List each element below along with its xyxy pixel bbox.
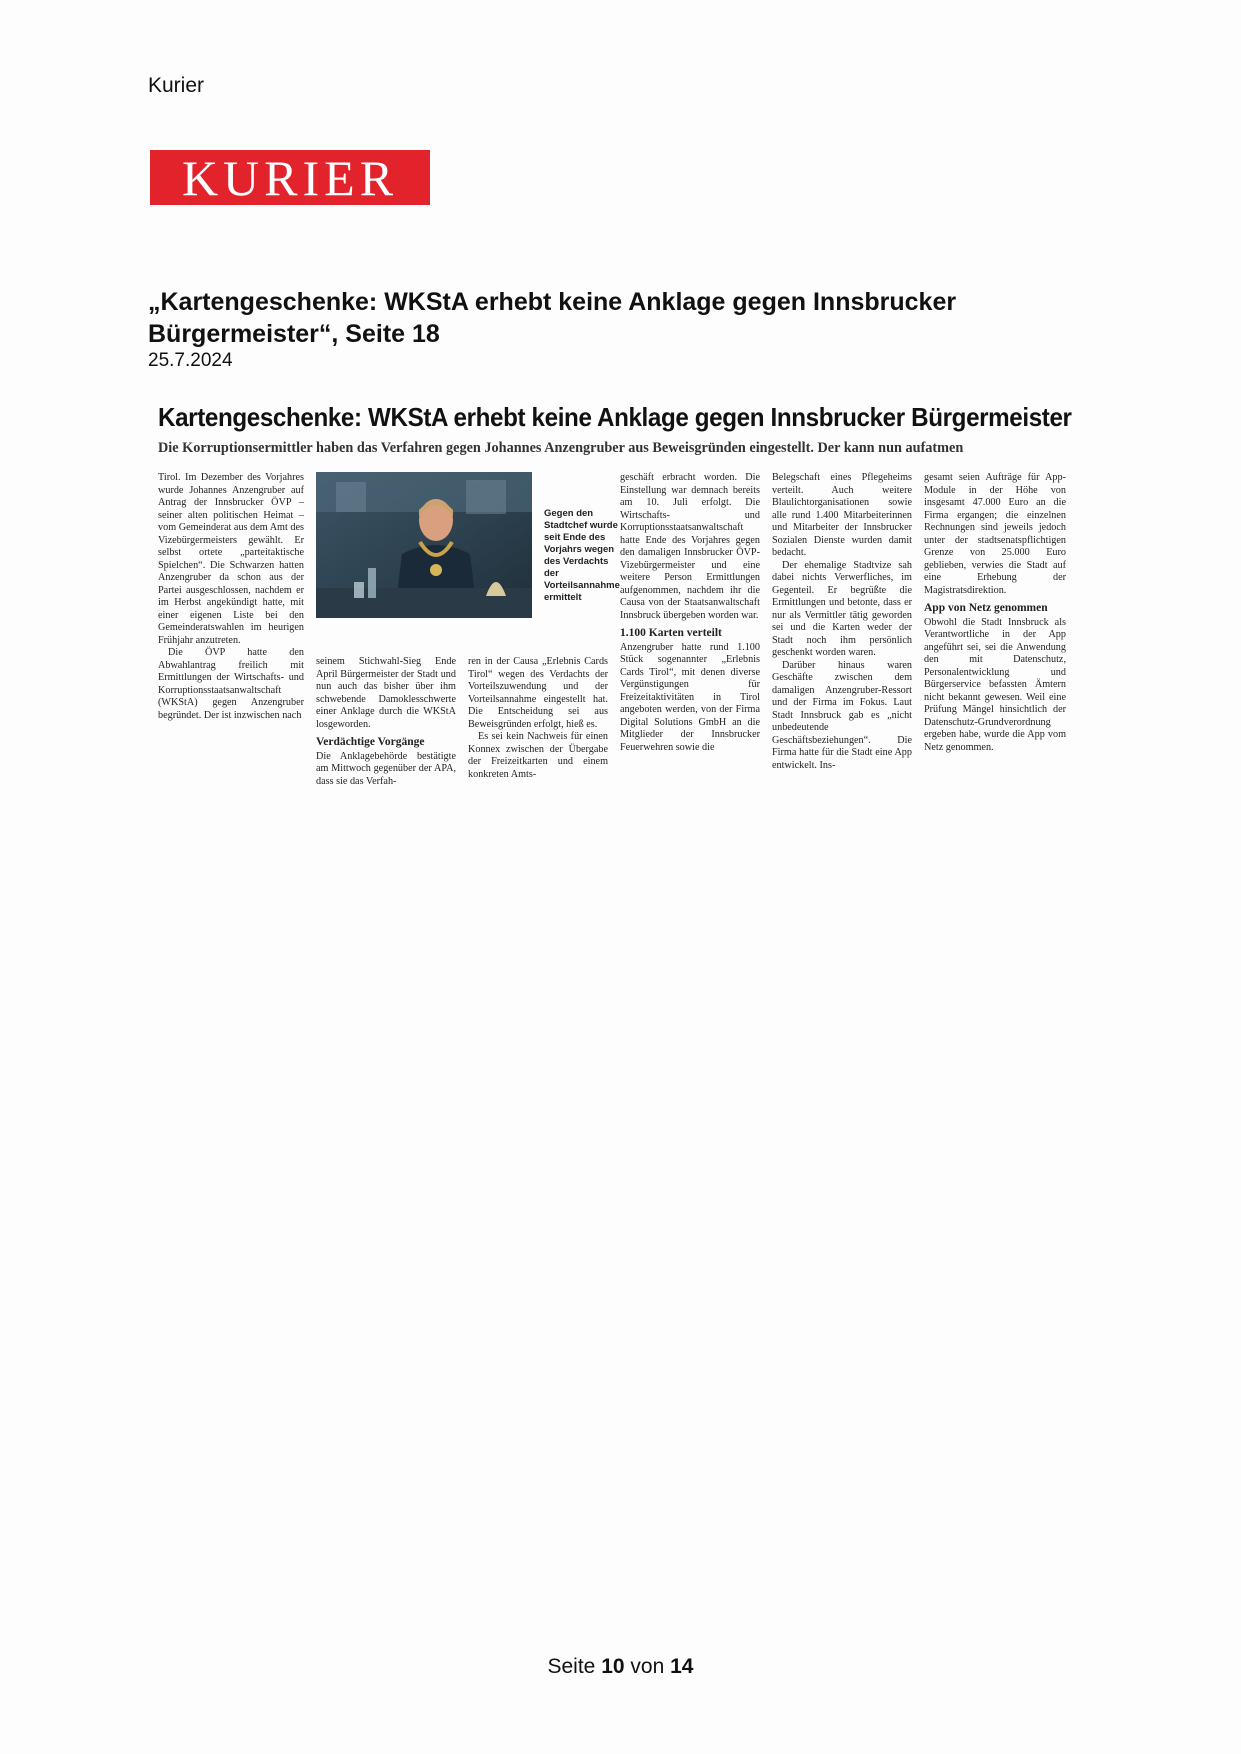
article-column-3: [468, 656, 608, 781]
page-prefix: Seite: [547, 1655, 596, 1678]
article-paragraph: Tirol. Im Dezember des Vorjahres wurde Johannes Anzengruber auf Antrag der Innsbrucker ÖVP – seiner alten politischen Heimat – vom Gemeinderat aus dem Amt des Vizebürgermeisters gewählt. Er selbst ortete „parteitaktische Spielchen“. Die Schwarzen hatten Anzengruber da schon aus der Partei ausgeschlossen, nachdem er im Herbst angekündigt hatte, mit einer eigenen Liste bei den Gemeinderatswahlen im heurigen Frühjahr anzutreten.: [158, 472, 304, 646]
article-column-4: [620, 472, 760, 754]
article-paragraph: Belegschaft eines Pflegeheims verteilt. Auch weitere Blaulichtorganisationen sowie alle rund 1.400 Mitarbeiterinnen und Mitarbeiter der Innsbrucker Sozialen Dienste wurden damit bedacht.: [772, 472, 912, 558]
article-paragraph: seinem Stichwahl-Sieg Ende April Bürgermeister der Stadt und nun auch das bisher über ihm schwebende Damoklesschwerte einer Anklage durch die WKStA losgeworden.: [316, 656, 456, 730]
document-title: „Kartengeschenke: WKStA erhebt keine Anklage gegen Innsbrucker Bürgermeister“, Seite 18: [148, 288, 957, 348]
article-paragraph: Obwohl die Stadt Innsbruck als Verantwortliche in der App angeführt sei, sei die Anwendung den mit Datenschutz, Personalentwicklung und Bürgerservice befassten Ämtern nicht bekannt gewesen. Weil eine Prüfung Mängel hinsichtlich der Datenschutz-Grundverordnung ergeben habe, wurde die App vom Netz genommen.: [924, 616, 1066, 753]
page-separator: von: [630, 1655, 665, 1678]
article-photo: [316, 472, 532, 618]
article-column-2: [316, 656, 456, 788]
document-date: 25.7.2024: [148, 350, 233, 371]
article-subheadline: Die Korruptionsermittler haben das Verfahren gegen Johannes Anzengruber aus Beweisgründen eingestellt. Der kann nun aufatmen: [158, 440, 964, 456]
article-paragraph: Die Anklagebehörde bestätigte am Mittwoch gegenüber der APA, dass sie das Verfah-: [316, 750, 456, 787]
article-body: [158, 472, 1070, 787]
article-column-5: [772, 472, 912, 772]
article-subheading: Verdächtige Vorgänge: [316, 736, 425, 748]
article-paragraph: gesamt seien Aufträge für App-Module in der Höhe von insgesamt 47.000 Euro an die Firma ergangen; die einzelnen Rechnungen sind jeweils jedoch unter der stadtsenatspflichtigen Grenze von 25.000 Euro geblieben, verwies die Stadt auf eine Erhebung der Magistratsdirektion.: [924, 472, 1066, 596]
page-current: 10: [601, 1655, 625, 1678]
article-headline: Kartengeschenke: WKStA erhebt keine Anklage gegen Innsbrucker Bürgermeister: [158, 402, 1072, 432]
article-paragraph: geschäft erbracht worden. Die Einstellung war demnach bereits am 10. Juli erfolgt. Die Wirtschafts- und Korruptionsstaatsanwaltschaft hatte Ende des Vorjahres gegen den damaligen Innsbrucker ÖVP-Vizebürgermeister und eine weitere Person Ermittlungen aufgenommen, nachdem ihr die Causa von der Staatsanwaltschaft Innsbruck übergeben worden war.: [620, 472, 760, 621]
photo-caption: Gegen den Stadtchef wurde seit Ende des Vorjahrs wegen des Verdachts der Vorteilsannahme ermittelt: [544, 508, 620, 603]
source-name: Kurier: [148, 74, 205, 97]
mayor-photo-image: [316, 472, 532, 618]
article-paragraph: Die ÖVP hatte den Abwahlantrag freilich mit Ermittlungen der Wirtschafts- und Korruptionsstaatsanwaltschaft (WKStA) gegen Anzengruber begründet. Der ist inzwischen nach: [158, 647, 304, 721]
page-total: 14: [670, 1655, 694, 1678]
article-paragraph: Der ehemalige Stadtvize sah dabei nichts Verwerfliches, im Gegenteil. Er begrüßte die Ermittlungen und betonte, dass er nur als Vermittler tätig geworden sei und die Karten weder der Stadt noch ihm persönlich geschenkt worden waren.: [772, 559, 912, 658]
kurier-logo: [150, 150, 430, 205]
article-paragraph: ren in der Causa „Erlebnis Cards Tirol“ wegen des Verdachts der Vorteilszuwendung und der Vorteilsannahme eingestellt hat. Die Entscheidung sei aus Beweisgründen erfolgt, hieß es.: [468, 656, 608, 730]
logo-text: KURIER: [181, 149, 399, 206]
article-column-6: [924, 472, 1066, 754]
newspaper-clipping: [158, 400, 1072, 787]
article-subheading: App von Netz genommen: [924, 602, 1048, 614]
page-number: [0, 1655, 1241, 1679]
article-column-1: [158, 472, 304, 722]
article-paragraph: Es sei kein Nachweis für einen Konnex zwischen der Übergabe der Freizeitkarten und einem konkreten Amts-: [468, 731, 608, 780]
article-paragraph: Darüber hinaus waren Geschäfte zwischen dem damaligen Anzengruber-Ressort und der Firma im Fokus. Laut Stadt Innsbruck gab es „nicht unbedeutende Geschäftsbeziehungen“. Die Firma hatte für die Stadt eine App entwickelt. Ins-: [772, 659, 912, 771]
article-subheading: 1.100 Karten verteilt: [620, 627, 722, 639]
article-paragraph: Anzengruber hatte rund 1.100 Stück sogenannter „Erlebnis Cards Tirol“, mit denen diverse Vergünstigungen für Freizeitaktivitäten in Tirol angeboten werden, von der Firma Digital Solutions GmbH an die Mitglieder der Innsbrucker Feuerwehren sowie die: [620, 641, 760, 753]
